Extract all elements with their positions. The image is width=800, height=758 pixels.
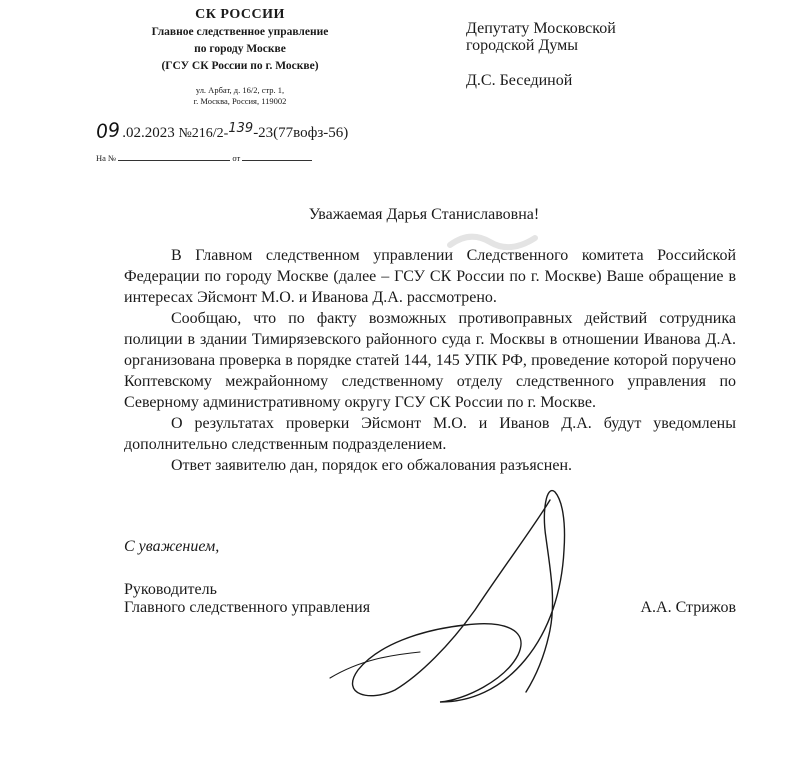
reference-number-prefix: №216/2- (178, 126, 229, 141)
letterhead-address-line1: ул. Арбат, д. 16/2, стр. 1, (195, 85, 285, 95)
letterhead-line2: по городу Москве (194, 43, 286, 55)
recipient-block (466, 20, 616, 89)
reference-day-handwritten: 09 (94, 118, 122, 144)
body-paragraph-2: Сообщаю, что по факту возможных противоправных действий сотрудника полиции в здании Тимирязевского районного суда г. Москвы в отношении Иванова Д.А. организована проверка в порядке статей 144, 145 УПК РФ, проведение которой поручено Коптевскому межрайонному следственному отделу следственного управления по Северному административному округу ГСУ СК России по г. Москве. (124, 310, 736, 411)
reply-label: На № (96, 153, 117, 163)
reference-number-suffix: -23(77вофз-56) (253, 125, 349, 141)
handwritten-signature (300, 440, 630, 740)
reply-date-blank (242, 152, 312, 161)
reply-number-blank (118, 152, 230, 161)
signatory-title-line2: Главного следственного управления (124, 599, 371, 616)
signatory-title-line1: Руководитель (124, 581, 217, 598)
salutation: Уважаемая Дарья Станиславовна! (308, 206, 540, 223)
body-paragraph-4: Ответ заявителю дан, порядок его обжалования разъяснен. (171, 457, 572, 474)
recipient-line1: Депутату Московской (466, 20, 616, 37)
reply-reference-line (96, 152, 312, 163)
recipient-line2: городской Думы (466, 37, 579, 54)
letterhead-line1: Главное следственное управление (151, 26, 329, 38)
reference-number-handwritten: 139 (228, 121, 254, 136)
letterhead-address-line2: г. Москва, Россия, 119002 (193, 96, 287, 106)
signatory-name: А.А. Стрижов (640, 599, 736, 616)
body-paragraph-3: О результатах проверки Эйсмонт М.О. и Иванов Д.А. будут уведомлены дополнительно следственным подразделением. (124, 415, 736, 453)
closing: С уважением, (124, 538, 220, 555)
reference-line (96, 120, 348, 142)
letterhead-address (100, 85, 380, 107)
letterhead (100, 6, 380, 107)
body-paragraph-1: В Главном следственном управлении Следственного комитета Российской Федерации по городу Москве (далее – ГСУ СК России по г. Москве) Ваше обращение в интересах Эйсмонт М.О. и Иванова Д.А. рассмотрено. (124, 247, 736, 306)
recipient-name: Д.С. Бесединой (466, 72, 573, 89)
letterhead-org: СК РОССИИ (195, 7, 285, 22)
letterhead-line3: (ГСУ СК России по г. Москве) (161, 60, 319, 72)
reference-date-rest: .02.2023 (122, 125, 175, 141)
reply-from-label: от (232, 153, 241, 163)
